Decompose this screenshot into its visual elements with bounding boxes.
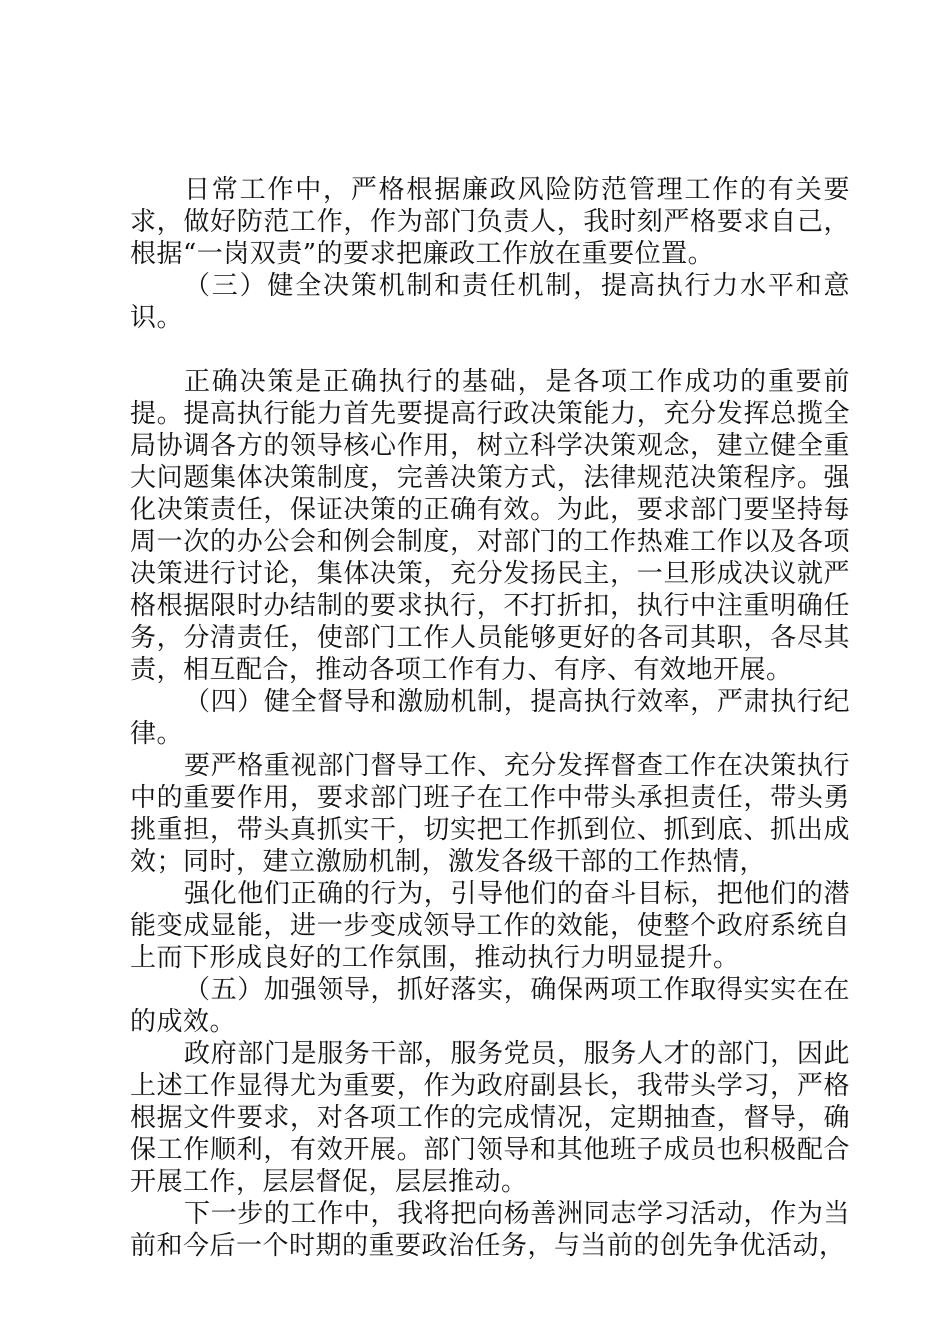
paragraph-integrity-work: 日常工作中，严格根据廉政风险防范管理工作的有关要求，做好防范工作，作为部门负责人，我时刻严格要求自己，根据“一岗双责”的要求把廉政工作放在重要位置。	[130, 175, 850, 269]
heading-leadership: （五）加强领导，抓好落实，确保两项工作取得实实在在的成效。	[130, 975, 850, 1037]
paragraph-incentive: 强化他们正确的行为，引导他们的奋斗目标，把他们的潜能变成显能，进一步变成领导工作的效能，使整个政府系统自上而下形成良好的工作氛围，推动执行力明显提升。	[130, 879, 850, 973]
paragraph-decision-making: 正确决策是正确执行的基础，是各项工作成功的重要前提。提高执行能力首先要提高行政决策能力，充分发挥总揽全局协调各方的领导核心作用，树立科学决策观念，建立健全重大问题集体决策制度，完善决策方式，法律规范决策程序。强化决策责任，保证决策的正确有效。为此，要求部门要坚持每周一次的办公会和例会制度，对部门的工作热难工作以及各项决策进行讨论，集体决策，充分发扬民主，一旦形成决议就严格根据限时办结制的要求执行，不打折扣，执行中注重明确任务，分清责任，使部门工作人员能够更好的各司其职，各尽其责，相互配合，推动各项工作有力、有序、有效地开展。	[130, 367, 850, 685]
document-body	[130, 174, 850, 1262]
paragraph-supervision: 要严格重视部门督导工作、充分发挥督查工作在决策执行中的重要作用，要求部门班子在工作中带头承担责任，带头勇挑重担，带头真抓实干，切实把工作抓到位、抓到底、抓出成效；同时，建立激励机制，激发各级干部的工作热情，	[130, 751, 850, 877]
heading-decision-mechanism: （三）健全决策机制和责任机制，提高执行力水平和意识。	[130, 271, 850, 333]
paragraph-next-step: 下一步的工作中，我将把向杨善洲同志学习活动，作为当前和今后一个时期的重要政治任务，与当前的创先争优活动，	[130, 1199, 850, 1261]
heading-supervision-mechanism: （四）健全督导和激励机制，提高执行效率，严肃执行纪律。	[130, 687, 850, 749]
paragraph-government-department: 政府部门是服务干部，服务党员，服务人才的部门，因此上述工作显得尤为重要，作为政府副县长，我带头学习，严格根据文件要求，对各项工作的完成情况，定期抽查，督导，确保工作顺利，有效开展。部门领导和其他班子成员也积极配合开展工作，层层督促，层层推动。	[130, 1039, 850, 1197]
